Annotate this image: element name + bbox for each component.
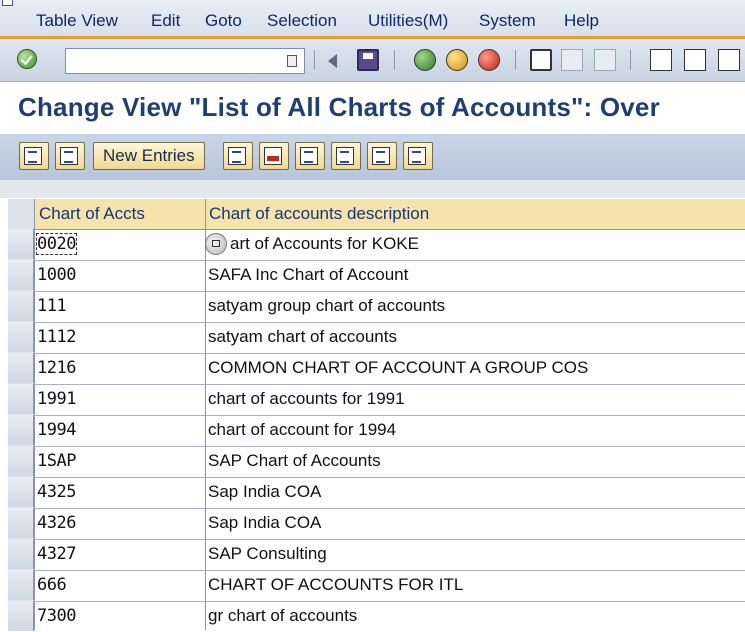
description-cell[interactable]: Sap India COA — [208, 513, 322, 532]
exit-icon[interactable] — [446, 49, 468, 71]
table-row — [8, 446, 745, 478]
menu-table-view[interactable]: Table View — [36, 11, 118, 30]
menu-goto[interactable]: Goto — [205, 11, 242, 30]
table-row — [8, 291, 745, 323]
row-selector[interactable] — [8, 570, 34, 600]
description-cell[interactable]: art of Accounts for KOKE — [230, 234, 419, 253]
deselect-all-button[interactable] — [403, 142, 433, 170]
save-icon[interactable] — [357, 49, 379, 71]
magnifier-icon — [60, 147, 78, 165]
chart-of-accts-cell[interactable]: 111 — [37, 296, 67, 316]
row-selector[interactable] — [8, 477, 34, 507]
collapse-arrow-icon[interactable] — [328, 54, 337, 68]
table-row — [8, 539, 745, 571]
chart-of-accts-cell[interactable]: 4325 — [37, 482, 76, 502]
chart-of-accts-cell[interactable]: 0020 — [37, 234, 76, 254]
chart-of-accts-cell[interactable]: 1000 — [37, 265, 76, 285]
table-row — [8, 384, 745, 416]
copy-as-button[interactable] — [223, 142, 253, 170]
menu-selection[interactable]: Selection — [267, 11, 337, 30]
row-selector[interactable] — [8, 229, 34, 259]
description-cell[interactable]: CHART OF ACCOUNTS FOR ITL — [208, 575, 464, 594]
page-title: Change View "List of All Charts of Accounts": Over — [18, 92, 660, 122]
table-row — [8, 322, 745, 354]
details-button[interactable] — [55, 142, 85, 170]
row-selector[interactable] — [8, 353, 34, 383]
description-cell[interactable]: chart of accounts for 1991 — [208, 389, 405, 408]
toolbar-divider — [630, 50, 631, 70]
display-change-icon — [24, 147, 42, 165]
print-icon[interactable] — [530, 49, 552, 71]
first-page-icon[interactable] — [650, 49, 672, 71]
row-selector[interactable] — [8, 601, 34, 631]
new-entries-button[interactable]: New Entries — [93, 142, 205, 170]
next-page-icon[interactable] — [718, 49, 740, 71]
description-cell[interactable]: gr chart of accounts — [208, 606, 358, 625]
row-selector[interactable] — [8, 260, 34, 290]
row-selector[interactable] — [8, 291, 34, 321]
row-selector[interactable] — [8, 384, 34, 414]
table-row — [8, 353, 745, 385]
copy-icon — [228, 147, 246, 165]
deselect-all-icon — [408, 147, 426, 165]
delete-icon — [264, 147, 282, 165]
menu-edit[interactable]: Edit — [151, 11, 181, 30]
description-cell[interactable]: chart of account for 1994 — [208, 420, 397, 439]
description-cell[interactable]: satyam chart of accounts — [208, 327, 397, 346]
table-row — [8, 260, 745, 292]
row-selector[interactable] — [8, 322, 34, 352]
back-icon[interactable] — [414, 49, 436, 71]
previous-page-icon[interactable] — [684, 49, 706, 71]
description-cell[interactable]: SAFA Inc Chart of Account — [208, 265, 409, 284]
display-change-button[interactable] — [19, 142, 49, 170]
description-cell[interactable]: satyam group chart of accounts — [208, 296, 446, 315]
chart-of-accts-cell[interactable]: 1991 — [37, 389, 76, 409]
select-all-button[interactable] — [331, 142, 361, 170]
table-row — [8, 508, 745, 540]
table-row — [8, 477, 745, 509]
toolbar-divider — [394, 50, 395, 70]
chart-of-accts-cell[interactable]: 4326 — [37, 513, 76, 533]
table-row — [8, 570, 745, 602]
select-block-button[interactable] — [367, 142, 397, 170]
menu-system[interactable]: System — [479, 11, 536, 30]
app-icon[interactable] — [2, 0, 13, 6]
description-cell[interactable]: SAP Consulting — [208, 544, 327, 563]
toolbar-divider — [314, 50, 315, 70]
menu-utilities[interactable]: Utilities(M) — [368, 11, 449, 30]
row-selector[interactable] — [8, 446, 34, 476]
toolbar-divider — [515, 50, 516, 70]
table-row — [8, 229, 745, 261]
table-top-band — [0, 180, 745, 198]
row-selector[interactable] — [8, 415, 34, 445]
find-icon — [561, 49, 583, 71]
chart-of-accts-cell[interactable]: 1112 — [37, 327, 76, 347]
chart-of-accts-cell[interactable]: 1994 — [37, 420, 76, 440]
description-cell[interactable]: SAP Chart of Accounts — [208, 451, 381, 470]
row-selector[interactable] — [8, 539, 34, 569]
row-selector[interactable] — [8, 508, 34, 538]
description-cell[interactable]: COMMON CHART OF ACCOUNT A GROUP COS — [208, 358, 589, 377]
description-cell[interactable]: Sap India COA — [208, 482, 322, 501]
command-history-dropdown-icon[interactable] — [287, 55, 297, 67]
column-header-chart-of-accts[interactable]: Chart of Accts — [39, 204, 145, 223]
menu-help[interactable]: Help — [564, 11, 599, 30]
chart-of-accts-cell[interactable]: 4327 — [37, 544, 76, 564]
chart-of-accts-cell[interactable]: 1SAP — [37, 451, 76, 471]
select-all-icon — [336, 147, 354, 165]
table-row — [8, 601, 745, 632]
column-header-description[interactable]: Chart of accounts description — [209, 204, 430, 223]
undo-change-button[interactable] — [295, 142, 325, 170]
command-field[interactable] — [65, 48, 305, 74]
mouse-cursor-icon — [205, 233, 227, 255]
table-row — [8, 415, 745, 447]
delete-button[interactable] — [259, 142, 289, 170]
cancel-icon[interactable] — [478, 49, 500, 71]
find-next-icon — [594, 49, 616, 71]
chart-of-accts-cell[interactable]: 7300 — [37, 606, 76, 626]
select-block-icon — [372, 147, 390, 165]
column-divider[interactable] — [205, 199, 206, 630]
enter-check-icon[interactable] — [17, 49, 37, 69]
chart-of-accts-cell[interactable]: 666 — [37, 575, 67, 595]
chart-of-accts-cell[interactable]: 1216 — [37, 358, 76, 378]
undo-icon — [300, 147, 318, 165]
